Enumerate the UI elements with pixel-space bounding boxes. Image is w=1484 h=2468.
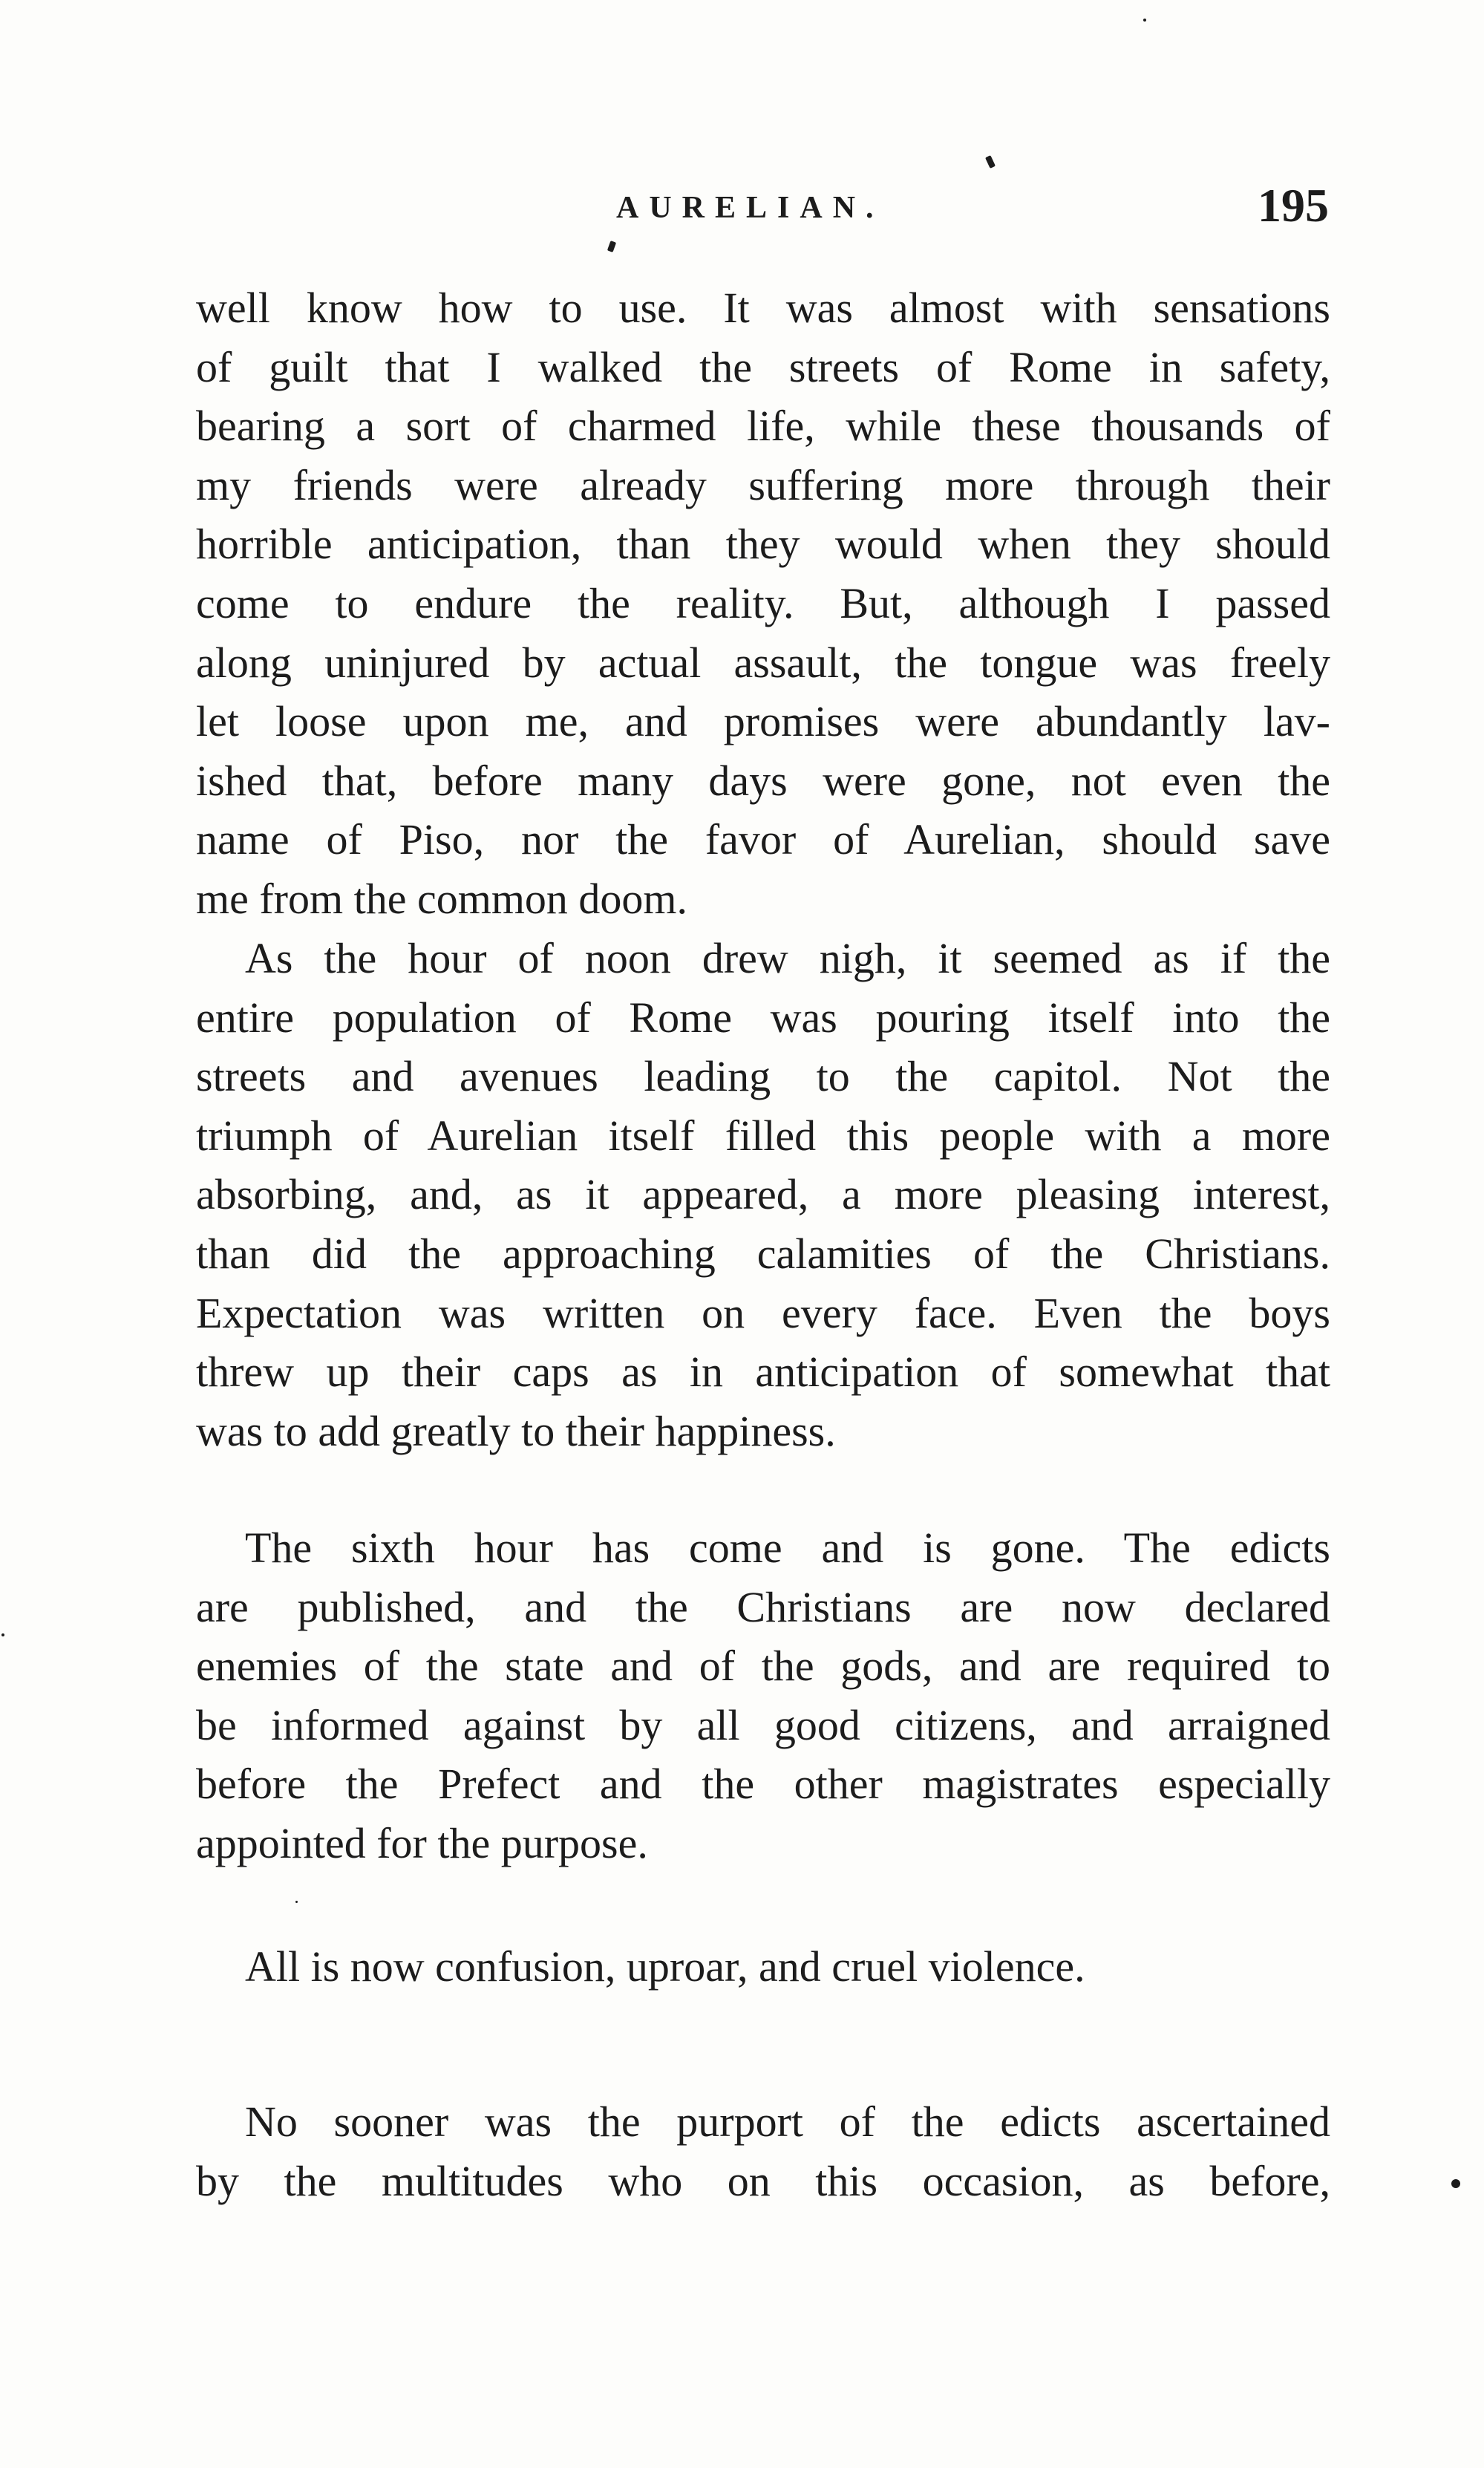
text-line: triumph of Aurelian itself filled this people with a more: [196, 1111, 1330, 1160]
paragraph-5: [196, 2092, 1330, 2210]
paragraph-4: [196, 1937, 1330, 1997]
scan-speck: [1, 1633, 4, 1636]
text-line: name of Piso, nor the favor of Aurelian, should save: [196, 815, 1330, 864]
text-line: me from the common doom.: [196, 874, 688, 923]
text-line: appointed for the purpose.: [196, 1818, 648, 1867]
text-line: absorbing, and, as it appeared, a more pleasing interest,: [196, 1170, 1330, 1219]
paragraph-1: [196, 278, 1330, 929]
text-line: are published, and the Christians are now declared: [196, 1582, 1330, 1631]
text-line: along uninjured by actual assault, the tongue was freely: [196, 638, 1330, 687]
scan-speck: [607, 241, 616, 252]
text-line: Expectation was written on every face. Even the boys: [196, 1288, 1330, 1337]
scan-speck: [295, 1901, 298, 1903]
text-line: be informed against by all good citizens, and arraigned: [196, 1700, 1330, 1749]
text-line: was to add greatly to their happiness.: [196, 1406, 836, 1455]
text-line: by the multitudes who on this occasion, as before,: [196, 2156, 1330, 2205]
page-number: 195: [1258, 179, 1329, 232]
page-header: [193, 178, 1329, 238]
text-line: entire population of Rome was pouring itself into the: [196, 993, 1330, 1042]
text-line: No sooner was the purport of the edicts ascertained: [245, 2098, 1330, 2146]
text-line: well know how to use. It was almost with sensations: [196, 284, 1330, 332]
paragraph-2: [196, 929, 1330, 1460]
text-line: threw up their caps as in anticipation of somewhat that: [196, 1348, 1330, 1397]
text-line: bearing a sort of charmed life, while these thousands of: [196, 402, 1330, 451]
text-line: The sixth hour has come and is gone. The edicts: [245, 1524, 1330, 1572]
text-line: All is now confusion, uproar, and cruel violence.: [245, 1942, 1085, 1991]
text-line: enemies of the state and of the gods, and are required to: [196, 1642, 1330, 1691]
scan-speck: [985, 155, 996, 169]
text-line: my friends were already suffering more through their: [196, 460, 1330, 509]
text-line: of guilt that I walked the streets of Rome in safety,: [196, 342, 1330, 391]
running-head: AURELIAN.: [616, 191, 884, 225]
text-line: ished that, before many days were gone, not even the: [196, 756, 1330, 805]
paragraph-3: [196, 1518, 1330, 1873]
scan-speck: [1451, 2179, 1460, 2188]
text-line: come to endure the reality. But, although I passed: [196, 578, 1330, 627]
text-line: streets and avenues leading to the capitol. Not the: [196, 1052, 1330, 1101]
text-line: horrible anticipation, than they would when they should: [196, 520, 1330, 569]
text-line: let loose upon me, and promises were abundantly lav-: [196, 697, 1330, 746]
scan-speck: [1143, 19, 1146, 22]
text-line: than did the approaching calamities of the Christians.: [196, 1229, 1330, 1278]
text-line: before the Prefect and the other magistrates especially: [196, 1760, 1330, 1809]
text-line: As the hour of noon drew nigh, it seemed as if the: [245, 934, 1330, 982]
